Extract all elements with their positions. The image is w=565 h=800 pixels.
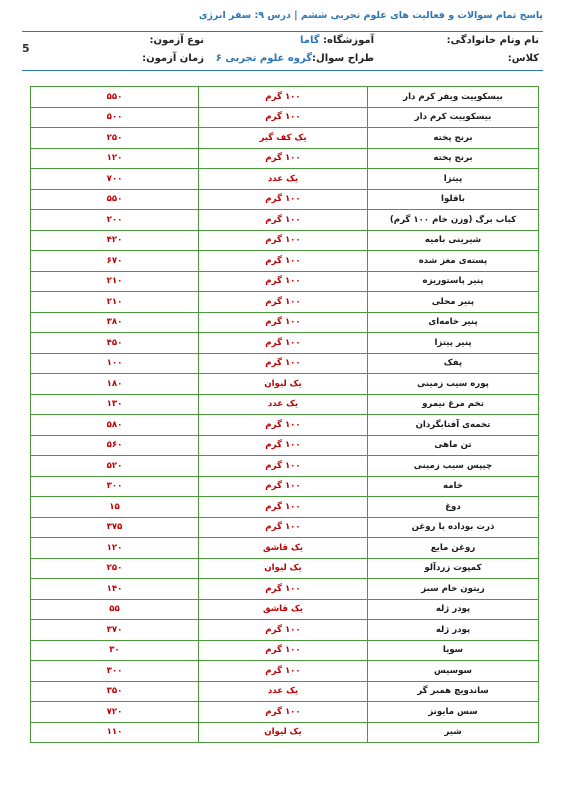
table-row [31,681,539,702]
food-cell: برنج پخته [368,148,539,169]
unit-cell: ۱۰۰ گرم [199,456,368,477]
table-row [31,394,539,415]
table-row [31,415,539,436]
document-title: پاسخ تمام سوالات و فعالیت های علوم تجربی ششم | درس ۹: سفر انرژی [198,10,543,21]
calorie-cell: ۱۴۰ [31,579,199,600]
unit-cell: یک لیوان [199,558,368,579]
calorie-cell: ۳۷۵ [31,517,199,538]
unit-cell: یک عدد [199,394,368,415]
table-row [31,333,539,354]
calorie-cell: ۱۵ [31,497,199,518]
table-row [31,702,539,723]
table-row [31,148,539,169]
calorie-table [30,86,539,743]
table-row [31,497,539,518]
calorie-cell: ۷۰۰ [31,169,199,190]
unit-cell: ۱۰۰ گرم [199,271,368,292]
food-cell: سوسیس [368,661,539,682]
food-cell: کباب برگ (وزن خام ۱۰۰ گرم) [368,210,539,231]
table-row [31,661,539,682]
calorie-cell: ۳۸۰ [31,312,199,333]
food-cell: پیتزا [368,169,539,190]
calorie-cell: ۵۶۰ [31,435,199,456]
school-value: گاما [300,35,320,46]
unit-cell: یک عدد [199,169,368,190]
unit-cell: ۱۰۰ گرم [199,476,368,497]
table-row [31,538,539,559]
table-row [31,210,539,231]
unit-cell: ۱۰۰ گرم [199,702,368,723]
food-cell: پودر ژله [368,599,539,620]
calorie-cell: ۵۵۰ [31,189,199,210]
calorie-cell: ۱۲۰ [31,148,199,169]
food-cell: سویا [368,640,539,661]
food-cell: پسته‌ی مغز شده [368,251,539,272]
table-row [31,292,539,313]
calorie-cell: ۳۰ [31,640,199,661]
unit-cell: ۱۰۰ گرم [199,517,368,538]
table-row [31,620,539,641]
food-cell: بیسکوییت ویفر کرم دار [368,87,539,108]
unit-cell: ۱۰۰ گرم [199,497,368,518]
food-cell: تخم مرغ نیمرو [368,394,539,415]
food-cell: بیسکوییت کرم دار [368,107,539,128]
food-cell: برنج پخته [368,128,539,149]
food-cell: تن ماهی [368,435,539,456]
food-cell: پفک [368,353,539,374]
table-row [31,107,539,128]
calorie-cell: ۱۱۰ [31,722,199,743]
food-cell: پنیر محلی [368,292,539,313]
unit-cell: ۱۰۰ گرم [199,312,368,333]
table-row [31,517,539,538]
table-row [31,476,539,497]
food-cell: پنیر خامه‌ای [368,312,539,333]
food-cell: پنیر پاستوریزه [368,271,539,292]
calorie-cell: ۲۱۰ [31,292,199,313]
calorie-cell: ۳۷۰ [31,620,199,641]
calorie-cell: ۴۵۰ [31,333,199,354]
designer-label: طراح سوال: [312,53,374,64]
unit-cell: ۱۰۰ گرم [199,353,368,374]
unit-cell: ۱۰۰ گرم [199,230,368,251]
page-number: 5 [22,42,30,55]
header-row-1 [22,35,539,53]
food-cell: روغن مایع [368,538,539,559]
calorie-cell: ۲۵۰ [31,558,199,579]
unit-cell: ۱۰۰ گرم [199,292,368,313]
calorie-cell: ۳۰۰ [31,476,199,497]
food-cell: پوره سیب زمینی [368,374,539,395]
calorie-cell: ۳۵۰ [31,681,199,702]
table-row [31,312,539,333]
table-row [31,456,539,477]
table-row [31,435,539,456]
table-row [31,640,539,661]
unit-cell: ۱۰۰ گرم [199,210,368,231]
calorie-cell: ۱۳۰ [31,394,199,415]
calorie-cell: ۴۲۰ [31,230,199,251]
calorie-cell: ۷۲۰ [31,702,199,723]
unit-cell: ۱۰۰ گرم [199,435,368,456]
unit-cell: یک عدد [199,681,368,702]
table-row [31,599,539,620]
calorie-cell: ۳۰۰ [31,661,199,682]
table-row [31,353,539,374]
calorie-cell: ۱۸۰ [31,374,199,395]
exam-type-label: نوع آزمون: [149,35,204,46]
student-name-label: نام ونام خانوادگی: [446,35,539,46]
unit-cell: ۱۰۰ گرم [199,579,368,600]
unit-cell: یک لیوان [199,374,368,395]
unit-cell: یک لیوان [199,722,368,743]
calorie-cell: ۵۲۰ [31,456,199,477]
food-cell: دوغ [368,497,539,518]
exam-time-label: زمان آزمون: [142,53,204,64]
unit-cell: یک قاشق [199,599,368,620]
calorie-cell: ۲۵۰ [31,128,199,149]
header-row-2 [22,53,539,71]
food-cell: شیر [368,722,539,743]
food-cell: ساندویچ همبر گر [368,681,539,702]
calorie-cell: ۵۰۰ [31,107,199,128]
table-row [31,271,539,292]
school-label: آموزشگاه: [323,35,374,46]
table-row [31,169,539,190]
food-cell: چیپس سیب زمینی [368,456,539,477]
unit-cell: ۱۰۰ گرم [199,333,368,354]
table-row [31,189,539,210]
unit-cell: ۱۰۰ گرم [199,87,368,108]
food-cell: زیتون خام سبز [368,579,539,600]
unit-cell: ۱۰۰ گرم [199,661,368,682]
unit-cell: ۱۰۰ گرم [199,189,368,210]
food-cell: باقلوا [368,189,539,210]
calorie-table-container [30,86,535,743]
calorie-cell: ۶۷۰ [31,251,199,272]
unit-cell: ۱۰۰ گرم [199,620,368,641]
food-cell: پودر ژله [368,620,539,641]
table-row [31,722,539,743]
table-row [31,251,539,272]
food-cell: کمپوت زردآلو [368,558,539,579]
food-cell: شیرینی بامیه [368,230,539,251]
unit-cell: ۱۰۰ گرم [199,148,368,169]
table-row [31,230,539,251]
unit-cell: ۱۰۰ گرم [199,251,368,272]
table-row [31,374,539,395]
class-label: کلاس: [507,53,539,64]
food-cell: تخمه‌ی آفتابگردان [368,415,539,436]
designer-value: گروه علوم تجربی ۶ [215,53,313,64]
calorie-cell: ۵۵۰ [31,87,199,108]
unit-cell: ۱۰۰ گرم [199,107,368,128]
school-field [300,35,374,46]
calorie-cell: ۵۵ [31,599,199,620]
unit-cell: ۱۰۰ گرم [199,640,368,661]
food-cell: ذرت بوداده با روغن [368,517,539,538]
unit-cell: ۱۰۰ گرم [199,415,368,436]
food-cell: پنیر پیتزا [368,333,539,354]
unit-cell: یک کف گیر [199,128,368,149]
unit-cell: یک قاشق [199,538,368,559]
table-row [31,579,539,600]
food-cell: خامه [368,476,539,497]
table-row [31,87,539,108]
calorie-cell: ۲۰۰ [31,210,199,231]
calorie-cell: ۲۱۰ [31,271,199,292]
calorie-cell: ۵۸۰ [31,415,199,436]
designer-field [216,53,374,64]
calorie-table-body [31,87,539,743]
calorie-cell: ۱۲۰ [31,538,199,559]
food-cell: سس مایونز [368,702,539,723]
calorie-cell: ۱۰۰ [31,353,199,374]
exam-header [22,31,543,71]
table-row [31,558,539,579]
table-row [31,128,539,149]
